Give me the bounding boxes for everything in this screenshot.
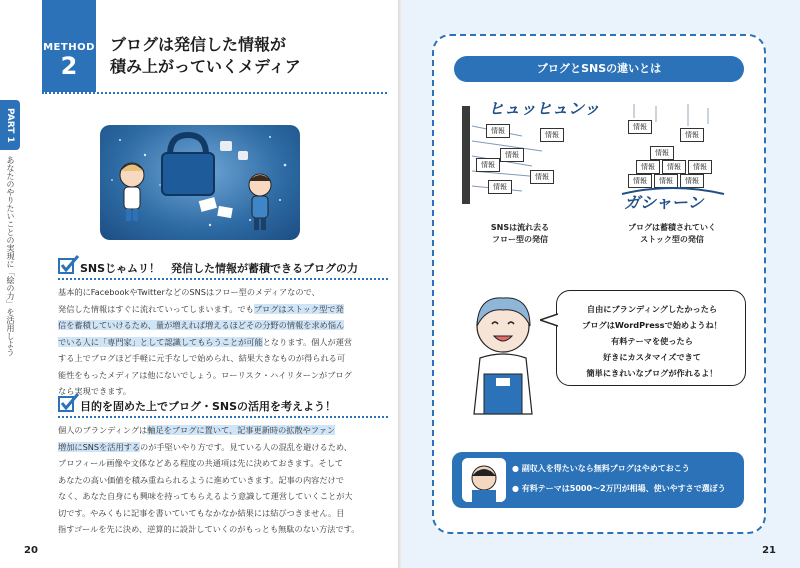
body-text-segment: 能性をもったメディアは他にないでしょう。ローリスク・ハイリターンがブログ [58, 369, 352, 380]
section-2-body [58, 422, 388, 538]
body-text-segment: 発信した情報はすぐに流れていってしまいます。でも [58, 303, 254, 314]
character-illustration [460, 286, 546, 416]
page-number-right: 21 [762, 545, 776, 556]
info-tag: 情報 [680, 128, 704, 142]
body-text-segment: 信を蓄積していけるため、量が増えれば増えるほどその分野の情報を求め悩ん [58, 320, 345, 330]
title-line-1: ブログは発信した情報が [110, 35, 287, 54]
body-text-segment: となります。個人が運営 [262, 336, 353, 347]
info-tag: 情報 [540, 128, 564, 142]
method-badge [42, 0, 96, 92]
body-line [58, 521, 388, 538]
night-sky-illustration [100, 125, 300, 240]
header-divider [42, 92, 387, 94]
section-1-body [58, 284, 388, 400]
body-line [58, 422, 388, 439]
body-line [58, 472, 388, 489]
tip-line-1: ● 副収入を得たいなら無料ブログはやめておこう [512, 464, 690, 473]
section-heading-2-text: 目的を固めた上でブログ・SNSの活用を考えよう！ [80, 400, 337, 413]
section-heading-2 [58, 396, 388, 416]
speech-bubble-tail [540, 312, 558, 328]
body-line [58, 505, 388, 522]
info-tag: 情報 [654, 174, 678, 188]
page-number-left: 20 [24, 545, 38, 556]
tip-line-2: ● 有料テーマは5000～2万円が相場、使いやすさで選ぼう [512, 484, 726, 493]
body-text-segment: でいる人に「専門家」として認識してもらうことが可能 [58, 336, 263, 347]
checkmark-icon [58, 392, 80, 414]
section-heading-2-underline [58, 416, 388, 418]
body-line [58, 317, 388, 334]
sfx-whoosh: ヒュッヒュンッ [488, 99, 600, 118]
body-text-segment: なく、あなた自身にも興味を持ってもらえるよう意識して運営していくことが大 [58, 491, 353, 501]
bubble-line-1: 自由にブランディングしたかったら [586, 304, 718, 314]
section-heading-1 [58, 258, 388, 278]
bubble-line-4: 好きにカスタマイズできて [602, 352, 701, 362]
caption-stock-line-1: ブログは蓄積されていく [628, 223, 716, 232]
checkmark-icon [58, 254, 80, 276]
info-tag: 情報 [486, 124, 510, 138]
page-title [110, 34, 390, 78]
body-line [58, 284, 388, 301]
speech-bubble [556, 290, 746, 386]
part-tab: PART 1 [0, 100, 20, 150]
illustration-art [100, 125, 300, 240]
body-text-segment: のが手堅いやり方です。見ている人の混乱を避けるため、 [140, 441, 352, 452]
caption-stock-line-2: ストック型の発信 [640, 235, 704, 244]
section-heading-1-text: SNSじゃムリ！ 発信した情報が蓄積できるブログの力 [80, 262, 359, 275]
caption-flow-line-1: SNSは流れ去る [490, 223, 550, 232]
bubble-line-2: ブログはWordPressで始めようね！ [582, 320, 722, 330]
info-tag: 情報 [636, 160, 660, 174]
info-tag: 情報 [650, 146, 674, 160]
body-text-segment: 増加にSNSを活用する [58, 441, 141, 452]
body-line [58, 455, 388, 472]
part-subtitle: あなたのやりたいことの実現に「絵の力」を活用しよう [6, 156, 15, 356]
body-line [58, 350, 388, 367]
caption-stock [612, 222, 732, 246]
info-tag: 情報 [688, 160, 712, 174]
body-text-segment: する上でブログほど手軽に元手なしで始められ、結果大きなものが得られる可 [58, 353, 346, 363]
info-tag: 情報 [476, 158, 500, 172]
body-text-segment: 軸足をブログに置いて、記事更新時の拡散やファン [147, 425, 336, 435]
method-label: METHOD [43, 42, 95, 53]
body-text-segment: あなたの高い価値を積み重ねられるように進めていきます。記事の内容だけで [58, 474, 344, 485]
avatar [462, 458, 506, 502]
body-text-segment: 基本的にFacebookやTwitterなどのSNSはフロー型のメディアなので、 [58, 287, 320, 297]
speech-bubble-text [557, 301, 747, 381]
section-heading-1-underline [58, 278, 388, 280]
body-line [58, 367, 388, 384]
body-line [58, 488, 388, 505]
body-text-segment: 指すゴールを先に決め、逆算的に設計していくのがもっとも無駄のない方法です。 [58, 524, 360, 534]
body-line [58, 439, 388, 456]
page-gutter [398, 0, 402, 568]
title-line-2: 積み上がっていくメディア [110, 57, 301, 76]
bubble-line-3: 有料テーマを使ったら [611, 336, 693, 346]
body-text-segment: なら実現できます。 [58, 386, 132, 396]
sfx-crash: ガシャーン [624, 193, 704, 212]
comparison-title: ブログとSNSの違いとは [454, 56, 744, 82]
info-tag: 情報 [628, 174, 652, 188]
bubble-line-5: 簡単にきれいなブログが作れるよ！ [586, 368, 718, 378]
method-number: 2 [60, 52, 78, 80]
body-text-segment: 切です。やみくもに記事を書いていてもなかなか結果には結びつきません。目 [58, 507, 345, 518]
info-tag: 情報 [500, 148, 524, 162]
body-line [58, 301, 388, 318]
body-line [58, 334, 388, 351]
info-tag: 情報 [628, 120, 652, 134]
avatar-icon [462, 458, 506, 502]
body-text-segment: ブログはストック型で発 [253, 303, 344, 314]
body-text-segment: 個人のブランディングは [58, 425, 148, 435]
caption-flow-line-2: フロー型の発信 [492, 235, 548, 244]
info-tag: 情報 [488, 180, 512, 194]
info-tag: 情報 [662, 160, 686, 174]
info-tag: 情報 [530, 170, 554, 184]
info-tag: 情報 [680, 174, 704, 188]
body-text-segment: プロフィール画像や文体などある程度の共通項は先に決めておきます。そして [58, 458, 344, 468]
caption-flow [460, 222, 580, 246]
